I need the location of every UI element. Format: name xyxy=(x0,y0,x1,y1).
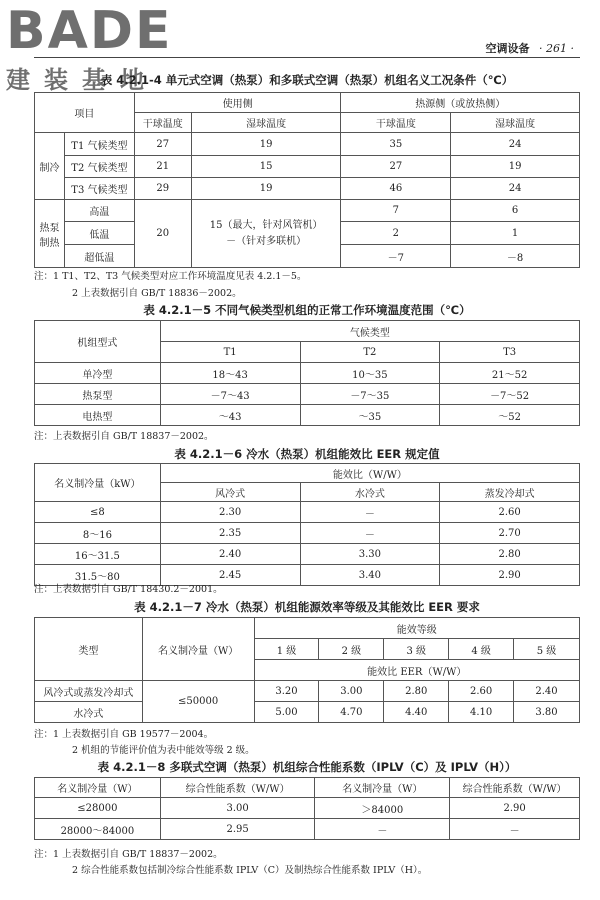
table-cell: 2.60 xyxy=(440,502,580,523)
table-cell: 3.80 xyxy=(514,702,580,723)
table-cell: 3.30 xyxy=(300,544,440,565)
row-label: 低温 xyxy=(64,222,134,245)
row-label: ≤8 xyxy=(35,502,161,523)
header-cell: 气候类型 xyxy=(160,321,579,342)
table-cell: 2.90 xyxy=(440,565,580,586)
table-cell: 19 xyxy=(191,178,341,200)
header-cell: 4 级 xyxy=(449,639,514,660)
table-5-caption: 表 4.2.1－5 不同气候类型机组的正常工作环境温度范围（℃） xyxy=(143,303,471,317)
table-cell: 2.30 xyxy=(160,502,300,523)
header-cell: 5 级 xyxy=(514,639,580,660)
header-cell: 湿球温度 xyxy=(191,113,341,133)
header-cell: 干球温度 xyxy=(134,113,191,133)
header-cell: 风冷式 xyxy=(160,483,300,502)
table-4-note-2: 2 上表数据引自 GB/T 18836－2002。 xyxy=(72,288,242,299)
header-cell: 3 级 xyxy=(384,639,449,660)
table-5-note: 注：上表数据引自 GB/T 18837－2002。 xyxy=(34,431,214,442)
table-cell: 3.20 xyxy=(254,681,319,702)
table-cell: 2 xyxy=(341,222,451,245)
table-cell: 2.35 xyxy=(160,523,300,544)
section-title: 空调设备 xyxy=(485,42,530,55)
header-cell: 机组型式 xyxy=(35,321,161,363)
table-4 xyxy=(34,92,580,268)
table-cell: 24 xyxy=(451,178,580,200)
table-6-caption: 表 4.2.1－6 冷水（热泵）机组能效比 EER 规定值 xyxy=(174,447,440,461)
table-cell: －7 xyxy=(341,245,451,268)
table-cell: － xyxy=(315,819,450,840)
header-rule xyxy=(34,57,580,58)
table-cell: 5.00 xyxy=(254,702,319,723)
table-6-note: 注：上表数据引自 GB/T 18430.2－2001。 xyxy=(34,584,223,595)
table-cell: 2.80 xyxy=(384,681,449,702)
row-label: 16～31.5 xyxy=(35,544,161,565)
table-cell: 27 xyxy=(341,156,451,178)
header-cell: 能效等级 xyxy=(254,618,579,639)
table-cell: 2.70 xyxy=(440,523,580,544)
table-cell: 15（最大，针对风管机） －（针对多联机） xyxy=(191,200,341,268)
header-cell: 干球温度 xyxy=(341,113,451,133)
logo-subtext: 建装基地 xyxy=(6,66,158,94)
table-cell: －7～52 xyxy=(440,384,580,405)
table-8 xyxy=(34,777,580,840)
header-cell: 能效比（W/W） xyxy=(160,464,579,483)
header-cell: T1 xyxy=(160,342,300,363)
table-cell: ≤50000 xyxy=(142,681,254,723)
table-cell: 24 xyxy=(451,133,580,156)
table-4-note-1: 注：1 T1、T2、T3 气候类型对应工作环境温度见表 4.2.1－5。 xyxy=(34,271,307,282)
table-cell: 18～43 xyxy=(160,363,300,384)
header-cell: 蒸发冷却式 xyxy=(440,483,580,502)
table-cell: ≤28000 xyxy=(35,798,161,819)
row-label: 8～16 xyxy=(35,523,161,544)
table-cell: 20 xyxy=(134,200,191,268)
header-cell: 综合性能系数（W/W） xyxy=(450,778,580,798)
table-cell: 35 xyxy=(341,133,451,156)
table-8-note-1: 注：1 上表数据引自 GB/T 18837－2002。 xyxy=(34,849,223,860)
table-cell: － xyxy=(300,502,440,523)
row-label: 电热型 xyxy=(35,405,161,426)
header-cell: 使用侧 xyxy=(134,93,341,113)
header-cell: 名义制冷量（W） xyxy=(35,778,161,798)
table-5 xyxy=(34,320,580,426)
table-cell: 3.00 xyxy=(319,681,384,702)
table-cell: ～52 xyxy=(440,405,580,426)
table-cell: 4.40 xyxy=(384,702,449,723)
table-4-caption: 表 4.2.1-4 单元式空调（热泵）和多联式空调（热泵）机组名义工况条件（℃） xyxy=(100,73,514,87)
table-cell: 4.10 xyxy=(449,702,514,723)
table-cell: ～43 xyxy=(160,405,300,426)
table-6 xyxy=(34,463,580,586)
group-label: 制冷 xyxy=(35,133,65,200)
table-cell: ＞84000 xyxy=(315,798,450,819)
row-label: 水冷式 xyxy=(35,702,143,723)
table-cell: 4.70 xyxy=(319,702,384,723)
row-label: 高温 xyxy=(64,200,134,222)
header-cell: 1 级 xyxy=(254,639,319,660)
table-cell: 19 xyxy=(451,156,580,178)
table-cell: 15 xyxy=(191,156,341,178)
header-cell: 水冷式 xyxy=(300,483,440,502)
table-cell: 21 xyxy=(134,156,191,178)
table-cell: ～35 xyxy=(300,405,440,426)
row-label: T2 气候类型 xyxy=(64,156,134,178)
running-header xyxy=(486,40,574,56)
table-cell: －7～35 xyxy=(300,384,440,405)
header-cell: 湿球温度 xyxy=(451,113,580,133)
row-label: T1 气候类型 xyxy=(64,133,134,156)
header-cell: 综合性能系数（W/W） xyxy=(160,778,315,798)
table-cell: 29 xyxy=(134,178,191,200)
table-cell: －7～43 xyxy=(160,384,300,405)
row-label: T3 气候类型 xyxy=(64,178,134,200)
table-cell: － xyxy=(450,819,580,840)
table-cell: 19 xyxy=(191,133,341,156)
table-cell: －8 xyxy=(451,245,580,268)
row-label: 单冷型 xyxy=(35,363,161,384)
group-label: 热泵制热 xyxy=(35,200,65,268)
logo-text: BADE xyxy=(6,1,173,61)
table-8-note-2: 2 综合性能系数包括制冷综合性能系数 IPLV（C）及制热综合性能系数 IPLV（H）。 xyxy=(72,865,428,876)
table-cell: 46 xyxy=(341,178,451,200)
row-label: 风冷式或蒸发冷却式 xyxy=(35,681,143,702)
table-cell: 27 xyxy=(134,133,191,156)
table-cell: 2.95 xyxy=(160,819,315,840)
header-cell: 名义制冷量（W） xyxy=(142,618,254,681)
table-cell: 6 xyxy=(451,200,580,222)
header-cell: T3 xyxy=(440,342,580,363)
header-cell: 名义制冷量（W） xyxy=(315,778,450,798)
table-cell: 7 xyxy=(341,200,451,222)
table-7-note-1: 注：1 上表数据引自 GB 19577－2004。 xyxy=(34,729,214,740)
header-cell: 项目 xyxy=(35,93,135,133)
table-cell: 2.45 xyxy=(160,565,300,586)
header-cell: 名义制冷量（kW） xyxy=(35,464,161,502)
table-cell: 2.40 xyxy=(160,544,300,565)
header-cell: 能效比 EER（W/W） xyxy=(254,660,579,681)
table-cell: 3.00 xyxy=(160,798,315,819)
row-label: 热泵型 xyxy=(35,384,161,405)
header-cell: 热源侧（或放热侧） xyxy=(341,93,580,113)
page-number: · 261 · xyxy=(539,42,574,55)
table-8-caption: 表 4.2.1－8 多联式空调（热泵）机组综合性能系数（IPLV（C）及 IPLV（H）） xyxy=(97,760,517,774)
table-cell: 1 xyxy=(451,222,580,245)
table-cell: 21～52 xyxy=(440,363,580,384)
table-7-note-2: 2 机组的节能评价值为表中能效等级 2 级。 xyxy=(72,745,255,756)
table-cell: 10～35 xyxy=(300,363,440,384)
table-cell: 28000～84000 xyxy=(35,819,161,840)
table-7 xyxy=(34,617,580,723)
row-label: 31.5～80 xyxy=(35,565,161,586)
header-cell: 类型 xyxy=(35,618,143,681)
row-label: 超低温 xyxy=(64,245,134,268)
table-cell: 2.40 xyxy=(514,681,580,702)
table-cell: － xyxy=(300,523,440,544)
header-cell: 2 级 xyxy=(319,639,384,660)
table-cell: 3.40 xyxy=(300,565,440,586)
table-cell: 2.80 xyxy=(440,544,580,565)
header-cell: T2 xyxy=(300,342,440,363)
table-7-caption: 表 4.2.1－7 冷水（热泵）机组能源效率等级及其能效比 EER 要求 xyxy=(134,600,480,614)
table-cell: 2.60 xyxy=(449,681,514,702)
table-cell: 2.90 xyxy=(450,798,580,819)
